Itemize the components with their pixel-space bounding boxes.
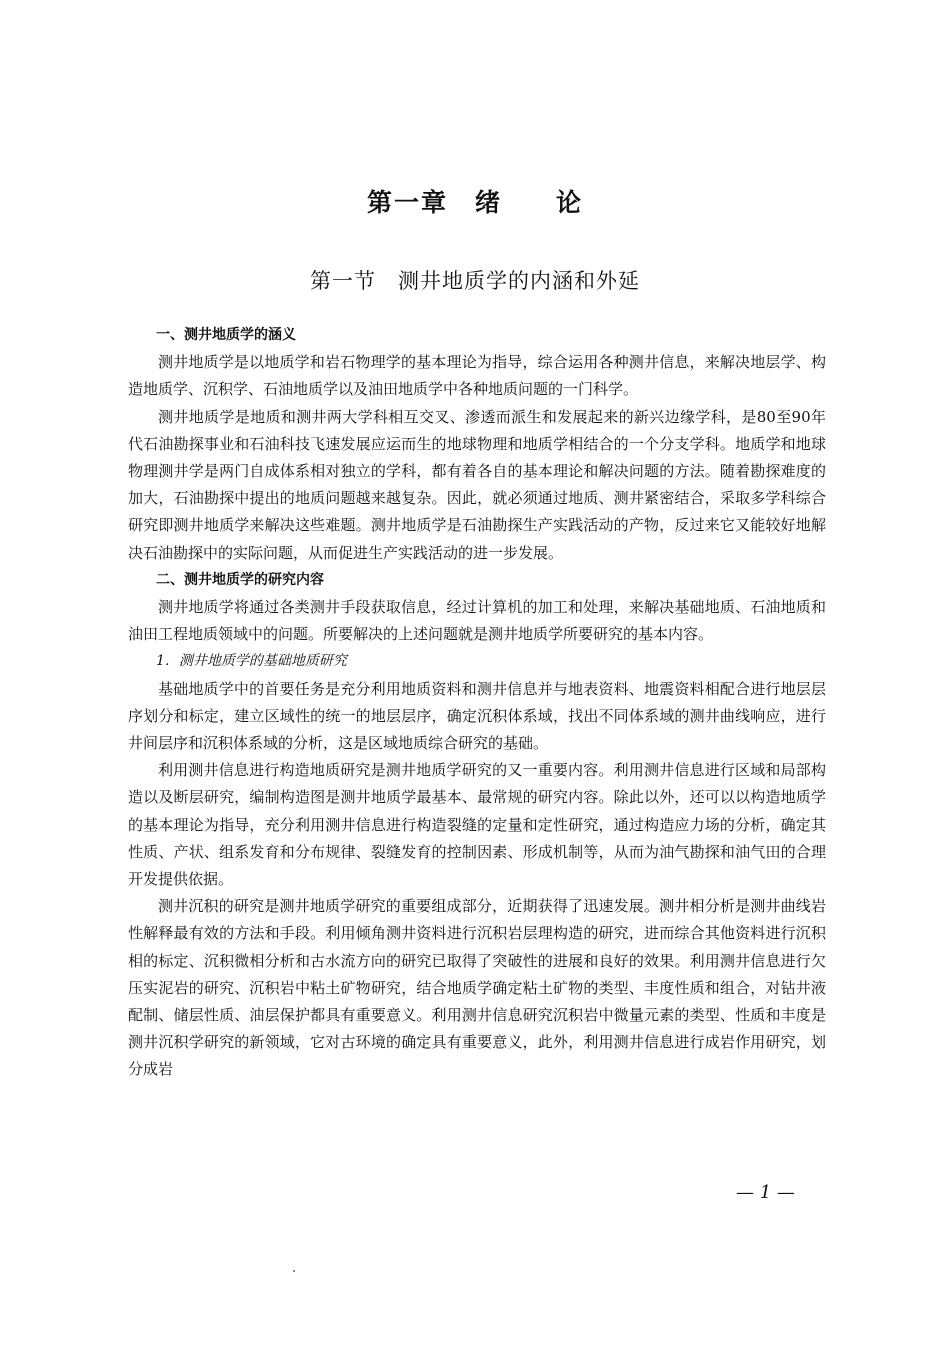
heading-research-content: 二、测井地质学的研究内容 <box>156 571 324 588</box>
section-title: 第一节 测井地质学的内涵和外延 <box>310 269 640 293</box>
paragraph-6: 测井沉积的研究是测井地质学研究的重要组成部分，近期获得了迅速发展。测井相分析是测井曲线岩性解释最有效的方法和手段。利用倾角测井资料进行沉积岩层理构造的研究，进而综合其他资料进行沉积相的标定、沉积微相分析和古水流方向的研究已取得了突破性的进展和良好的效果。利用测井信息进行欠压实泥岩的研究、沉积岩中粘土矿物研究，结合地质学确定粘土矿物的类型、丰度性质和组合，对钻井液配制、储层性质、油层保护都具有重要意义。利用测井信息研究沉积岩中微量元素的类型、性质和丰度是测井沉积学研究的新领域，它对古环境的确定具有重要意义，此外，利用测井信息进行成岩作用研究，划分成岩 <box>128 897 826 1079</box>
chapter-title: 第一章 绪 论 <box>366 188 583 217</box>
paragraph-2: 测井地质学是地质和测井两大学科相互交叉、渗透而派生和发展起来的新兴边缘学科，是80至90年代石油勘探事业和石油科技飞速发展应运而生的地球物理和地质学相结合的一个分支学科。地质学和地球物理测井学是两门自成体系相对独立的学科，都有着各自的基本理论和解决问题的方法。随着勘探难度的加大，石油勘探中提出的地质问题越来越复杂。因此，就必须通过地质、测井紧密结合，采取多学科综合研究即测井地质学来解决这些难题。测井地质学是石油勘探生产实践活动的产物，反过来它又能较好地解决石油勘探中的实际问题，从而促进生产实践活动的进一步发展。 <box>128 407 826 562</box>
page-number: — 1 — <box>736 1182 795 1203</box>
paragraph-3: 测井地质学将通过各类测井手段获取信息，经过计算机的加工和处理，来解决基础地质、石油地质和油田工程地质领域中的问题。所要解决的上述问题就是测井地质学所要研究的基本内容。 <box>128 598 826 644</box>
heading-definition: 一、测井地质学的涵义 <box>156 327 296 343</box>
paragraph-1: 测井地质学是以地质学和岩石物理学的基本理论为指导，综合运用各种测井信息，来解决地层学、构造地质学、沉积学、石油地质学以及油田地质学中各种地质问题的一门科学。 <box>128 353 826 399</box>
subheading-basic-geology: 1．测井地质学的基础地质研究 <box>156 653 347 670</box>
paragraph-4: 基础地质学中的首要任务是充分利用地质资料和测井信息并与地表资料、地震资料相配合进行地层层序划分和标定，建立区域性的统一的地层层序，确定沉积体系域，找出不同体系域的测井曲线响应，进行井间层序和沉积体系域的分析，这是区域地质综合研究的基础。 <box>128 679 826 753</box>
body-text <box>128 322 826 1084</box>
scan-speck <box>293 1270 295 1272</box>
paragraph-5: 利用测井信息进行构造地质研究是测井地质学研究的又一重要内容。利用测井信息进行区域和局部构造以及断层研究，编制构造图是测井地质学最基本、最常规的研究内容。除此以外，还可以以构造地质学的基本理论为指导，充分利用测井信息进行构造裂缝的定量和定性研究，通过构造应力场的分析，确定其性质、产状、组系发育和分布规律、裂缝发育的控制因素、形成机制等，从而为油气勘探和油气田的合理开发提供依据。 <box>128 761 826 889</box>
